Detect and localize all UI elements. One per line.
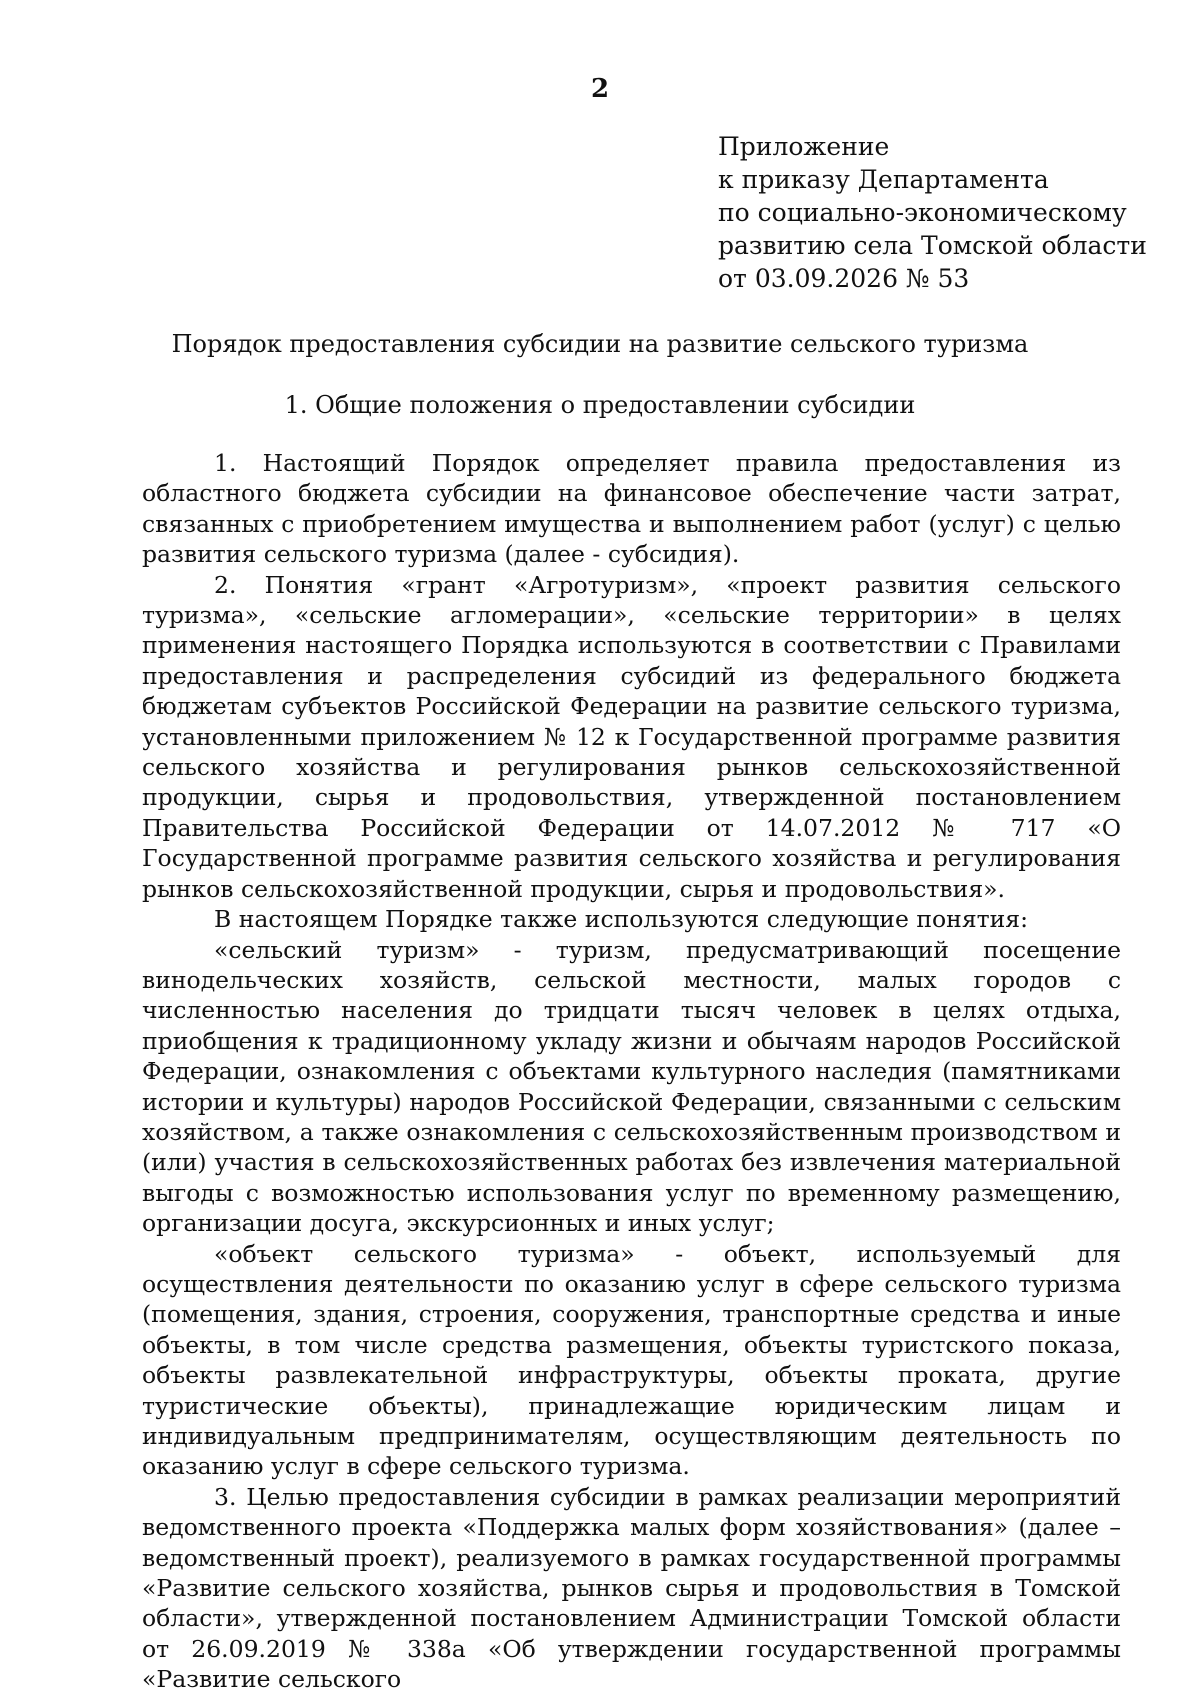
document-title: Порядок предоставления субсидии на развитие сельского туризма xyxy=(171,330,1029,358)
paragraph: «объект сельского туризма» - объект, используемый для осуществления деятельности по оказанию услуг в сфере сельского туризма (помещения, здания, строения, сооружения, транспортные средства и иные объекты, в том числе средства размещения, объекты туристского показа, объекты развлекательной инфраструктуры, объекты проката, другие туристические объекты), принадлежащие юридическим лицам и индивидуальным предпринимателям, осуществляющим деятельность по оказанию услуг в сфере сельского туризма. xyxy=(142,1239,1121,1481)
paragraph: 3. Целью предоставления субсидии в рамках реализации мероприятий ведомственного проекта «Поддержка малых форм хозяйствования» (далее – ведомственный проект), реализуемого в рамках государственной программы «Развитие сельского хозяйства, рынков сырья и продовольствия в Томской области», утвержденной постановлением Администрации Томской области от 26.09.2019 № 338а «Об утверждении государственной программы «Развитие сельского xyxy=(142,1482,1121,1694)
page-number: 2 xyxy=(590,74,610,104)
document-body xyxy=(142,448,1121,1695)
paragraph: 1. Настоящий Порядок определяет правила предоставления из областного бюджета субсидии на финансовое обеспечение части затрат, связанных с приобретением имущества и выполнением работ (услуг) с целью развития сельского туризма (далее - субсидия). xyxy=(142,449,1121,569)
section-title: 1. Общие положения о предоставлении субсидии xyxy=(284,391,916,419)
appendix-line: Приложение xyxy=(718,132,890,161)
paragraph: 2. Понятия «грант «Агротуризм», «проект развития сельского туризма», «сельские агломерации», «сельские территории» в целях применения настоящего Порядка используются в соответствии с Правилами предоставления и распределения субсидий из федерального бюджета бюджетам субъектов Российской Федерации на развитие сельского туризма, установленными приложением № 12 к Государственной программе развития сельского хозяйства и регулирования рынков сельскохозяйственной продукции, сырья и продовольствия, утвержденной постановлением Правительства Российской Федерации от 14.07.2012 № 717 «О Государственной программе развития сельского хозяйства и регулирования рынков сельскохозяйственной продукции, сырья и продовольствия». xyxy=(142,570,1121,903)
paragraph: В настоящем Порядке также используются следующие понятия: xyxy=(214,905,1029,934)
paragraph: «сельский туризм» - туризм, предусматривающий посещение винодельческих хозяйств, сельской местности, малых городов с численностью населения до тридцати тысяч человек в целях отдыха, приобщения к традиционному укладу жизни и обычаям народов Российской Федерации, ознакомления с объектами культурного наследия (памятниками истории и культуры) народов Российской Федерации, связанными с сельским хозяйством, а также ознакомления с сельскохозяйственным производством и (или) участия в сельскохозяйственных работах без извлечения материальной выгоды с возможностью использования услуг по временному размещению, организации досуга, экскурсионных и иных услуг; xyxy=(142,935,1121,1238)
appendix-line: развитию села Томской области xyxy=(718,231,1147,260)
appendix-line: от 03.09.2026 № 53 xyxy=(718,264,970,293)
appendix-block xyxy=(718,130,1178,295)
appendix-line: к приказу Департамента xyxy=(718,165,1049,194)
appendix-line: по социально-экономическому xyxy=(718,198,1127,227)
